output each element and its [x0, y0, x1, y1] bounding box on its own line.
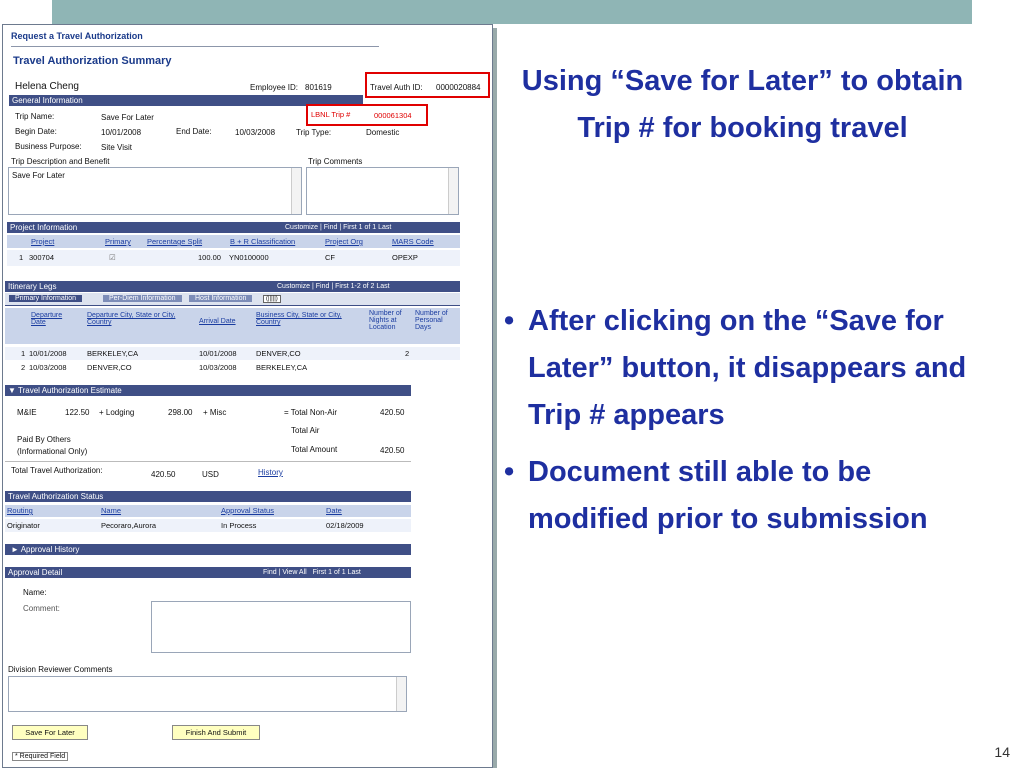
itinerary-tabs [5, 293, 460, 306]
col-percentage-split[interactable]: Percentage Split [147, 237, 203, 246]
cell-departure-city: BERKELEY,CA [87, 349, 139, 358]
currency: USD [202, 470, 219, 479]
bullet-text: After clicking on the “Save for Later” button, it disappears and Trip # appears [528, 305, 967, 431]
project-info-header: Project Information [7, 222, 460, 233]
total-nonair-value: 420.50 [380, 408, 405, 417]
cell-business-city: DENVER,CO [256, 349, 301, 358]
scrollbar[interactable] [448, 168, 458, 214]
col-project-org[interactable]: Project Org [325, 237, 363, 246]
total-amount-value: 420.50 [380, 446, 405, 455]
comment-label: Comment: [23, 604, 60, 613]
col-mars-code[interactable]: MARS Code [392, 237, 434, 246]
approval-detail-header: Approval Detail [5, 567, 411, 578]
begin-date-label: Begin Date: [15, 127, 57, 136]
business-purpose-value: Site Visit [101, 143, 132, 152]
total-amount-label: Total Amount [291, 445, 338, 454]
status-header: Travel Authorization Status [5, 491, 411, 502]
table-row [5, 347, 460, 360]
trip-name-label: Trip Name: [15, 112, 55, 121]
table-row [5, 361, 460, 374]
itinerary-page-count: First 1-2 of 2 Last [335, 283, 390, 290]
trip-description-textarea[interactable] [8, 167, 302, 215]
table-row [5, 519, 411, 532]
lodging-label: + Lodging [99, 408, 135, 417]
find-view-all-links[interactable]: Find | View All [263, 569, 307, 576]
trip-comments-label: Trip Comments [308, 157, 363, 166]
end-date-value: 10/03/2008 [235, 128, 276, 137]
division-reviewer-comments-label: Division Reviewer Comments [8, 665, 113, 674]
cell-business-city: BERKELEY,CA [256, 363, 308, 372]
bullet-icon: • [504, 305, 515, 337]
employee-id-label: Employee ID: [250, 83, 299, 92]
page-number: 14 [994, 744, 1010, 760]
customize-find-links[interactable]: Customize | Find | [277, 283, 334, 290]
divider [5, 461, 411, 462]
row-index: 1 [21, 349, 26, 358]
tab-per-diem-information[interactable]: Per-Diem Information [103, 295, 182, 302]
cell-project: 300704 [29, 253, 55, 262]
customize-find-links[interactable]: Customize | Find | [285, 224, 342, 231]
travel-authorization-screenshot [2, 24, 493, 768]
tab-host-information[interactable]: Host Information [189, 295, 252, 302]
bullet-icon: • [504, 456, 515, 488]
lodging-value: 298.00 [168, 408, 193, 417]
col-personal-days: Number of Personal Days [415, 310, 448, 331]
mie-label: M&IE [17, 408, 37, 417]
total-nonair-label: = Total Non-Air [284, 408, 337, 417]
estimate-header[interactable]: ▼ Travel Authorization Estimate [5, 385, 411, 396]
cell-arrival-date: 10/01/2008 [199, 349, 237, 358]
total-air-label: Total Air [291, 426, 320, 435]
primary-checkbox[interactable]: ☑ [109, 253, 116, 262]
travel-auth-label: Travel Auth ID: [370, 83, 423, 92]
paid-by-others-label: Paid By Others [17, 435, 71, 444]
trip-type-value: Domestic [366, 128, 400, 137]
row-index: 1 [19, 253, 24, 262]
trip-name-value: Save For Later [101, 113, 154, 122]
cell-percentage: 100.00 [198, 253, 221, 262]
status-columns [5, 505, 411, 517]
mie-value: 122.50 [65, 408, 90, 417]
save-for-later-button[interactable]: Save For Later [12, 725, 88, 740]
col-date[interactable]: Date [326, 506, 342, 515]
table-row [7, 250, 460, 266]
approval-grid-nav[interactable] [263, 569, 361, 576]
col-routing[interactable]: Routing [7, 506, 33, 515]
col-departure-date[interactable]: Departure Date [31, 312, 63, 326]
tab-primary-information[interactable]: Primary Information [9, 295, 82, 302]
row-index: 2 [21, 363, 26, 372]
project-grid-nav[interactable] [285, 224, 391, 231]
approver-name-label: Name: [23, 588, 47, 597]
cell-date: 02/18/2009 [326, 521, 364, 530]
end-date-label: End Date: [176, 127, 212, 136]
misc-label: + Misc [203, 408, 227, 417]
travel-auth-highlight [365, 72, 490, 98]
itinerary-header: Itinerary Legs [5, 281, 460, 292]
itinerary-grid-nav[interactable] [277, 283, 390, 290]
col-departure-city[interactable]: Departure City, State or City, Country [87, 312, 176, 326]
col-project[interactable]: Project [31, 237, 55, 246]
cell-departure-date: 10/03/2008 [29, 363, 67, 372]
informational-label: (Informational Only) [17, 447, 88, 456]
page-title: Travel Authorization Summary [13, 55, 172, 67]
comment-textarea[interactable] [151, 601, 411, 653]
breadcrumb: Request a Travel Authorization [11, 31, 143, 41]
approval-history-header[interactable]: ► Approval History [5, 544, 411, 555]
project-columns [7, 235, 460, 248]
col-primary[interactable]: Primary [105, 237, 131, 246]
trip-description-text: Save For Later [12, 171, 65, 180]
cell-project-org: CF [325, 253, 335, 262]
business-purpose-label: Business Purpose: [15, 142, 82, 151]
project-page-count: First 1 of 1 Last [343, 224, 392, 231]
cell-nights: 2 [405, 349, 410, 358]
divider [11, 46, 379, 47]
lbnl-trip-number: 000061304 [374, 111, 412, 120]
col-arrival-date[interactable]: Arrival Date [199, 318, 236, 325]
required-field-note: * Required Field [12, 752, 68, 761]
col-business-city[interactable]: Business City, State or City, Country [256, 312, 342, 326]
division-comments-textarea[interactable] [8, 676, 407, 712]
cell-departure-date: 10/01/2008 [29, 349, 67, 358]
cell-classification: YN0100000 [229, 253, 269, 262]
cell-mars-code: OPEXP [392, 253, 418, 262]
tab-show-all[interactable]: (|||||) [263, 295, 281, 303]
lbnl-trip-label: LBNL Trip # [311, 110, 351, 119]
finish-and-submit-button[interactable]: Finish And Submit [172, 725, 260, 740]
bullet-text: Document still able to be modified prior to submission [528, 456, 928, 535]
col-number-of-nights: Number of Nights at Location [369, 310, 402, 331]
col-approval-status[interactable]: Approval Status [221, 506, 274, 515]
employee-name: Helena Cheng [15, 81, 79, 92]
general-info-header: General Information [9, 95, 363, 106]
col-br-classification[interactable]: B + R Classification [230, 237, 296, 246]
trip-description-label: Trip Description and Benefit [11, 157, 110, 166]
cell-routing: Originator [7, 521, 40, 530]
cell-arrival-date: 10/03/2008 [199, 363, 237, 372]
col-name[interactable]: Name [101, 506, 122, 515]
travel-auth-id: 0000020884 [436, 83, 481, 92]
begin-date-value: 10/01/2008 [101, 128, 142, 137]
approval-page-count: First 1 of 1 Last [312, 569, 361, 576]
slide-bullets [500, 298, 970, 553]
total-authorization-label: Total Travel Authorization: [11, 466, 103, 475]
scrollbar[interactable] [396, 677, 406, 711]
bullet-item [500, 298, 970, 439]
trip-type-label: Trip Type: [296, 128, 332, 137]
slide-top-bar [52, 0, 972, 24]
cell-name: Pecoraro,Aurora [101, 521, 157, 530]
slide-title: Using “Save for Later” to obtain Trip # for booking travel [521, 65, 964, 144]
history-link[interactable]: History [258, 468, 283, 477]
cell-departure-city: DENVER,CO [87, 363, 132, 372]
trip-comments-textarea[interactable] [306, 167, 459, 215]
itinerary-columns [5, 308, 460, 344]
cell-approval-status: In Process [221, 521, 257, 530]
scrollbar[interactable] [291, 168, 301, 214]
total-authorization-value: 420.50 [151, 470, 176, 479]
employee-id: 801619 [305, 83, 332, 92]
bullet-item [500, 449, 970, 543]
